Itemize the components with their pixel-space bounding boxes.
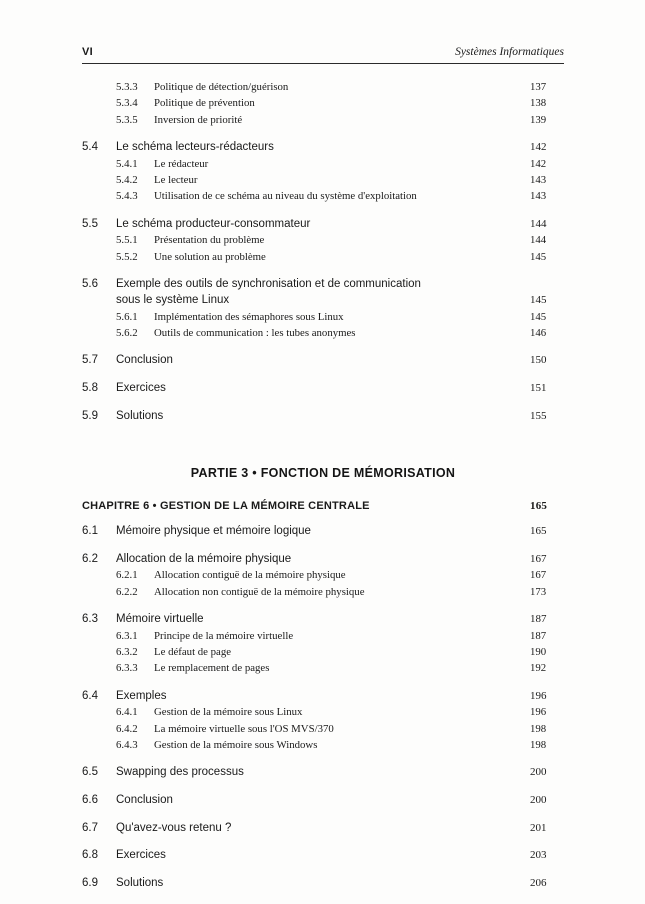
entry-title: Exemple des outils de synchronisation et de communication <box>116 277 421 290</box>
toc-entry <box>82 113 564 128</box>
chapter-title: CHAPITRE 6 • GESTION DE LA MÉMOIRE CENTRALE <box>82 500 370 513</box>
toc-part1 <box>82 80 564 424</box>
toc-entry <box>82 352 564 369</box>
entry-page: 143 <box>530 190 547 203</box>
toc-entry <box>82 216 564 233</box>
entry-title: Outils de communication : les tubes anonymes <box>154 327 356 340</box>
book-title: Systèmes Informatiques <box>455 46 564 58</box>
entry-title: Allocation non contiguë de la mémoire physique <box>154 585 365 598</box>
entry-number: 6.3 <box>82 613 98 626</box>
entry-title: Solutions <box>116 409 164 422</box>
chapter-heading <box>82 500 564 512</box>
entry-title: Gestion de la mémoire sous Linux <box>154 706 303 719</box>
entry-title: Qu'avez-vous retenu ? <box>116 821 232 834</box>
entry-page: 151 <box>530 382 547 395</box>
entry-number: 6.2.1 <box>116 569 138 582</box>
toc-entry <box>82 157 564 172</box>
entry-page: 142 <box>530 140 547 153</box>
entry-number: 5.4.2 <box>116 173 138 186</box>
entry-page: 167 <box>530 569 547 582</box>
folio-number: VI <box>82 46 93 58</box>
entry-page: 198 <box>530 739 547 751</box>
part-title: PARTIE 3 • FONCTION DE MÉMORISATION <box>190 466 456 481</box>
entry-page: 192 <box>530 662 547 675</box>
entry-page: 190 <box>530 646 547 659</box>
entry-number: 6.3.1 <box>116 629 138 642</box>
entry-page: 196 <box>530 689 547 702</box>
toc-entry <box>82 764 564 781</box>
toc-part2 <box>82 523 564 891</box>
toc-entry <box>82 139 564 156</box>
entry-title: Le rédacteur <box>154 157 209 170</box>
entry-number: 5.8 <box>82 382 98 395</box>
entry-number: 6.5 <box>82 766 98 779</box>
entry-title: Exemples <box>116 689 167 702</box>
entry-page: 203 <box>530 849 547 862</box>
entry-number: 5.6.2 <box>116 327 138 340</box>
entry-title: Mémoire physique et mémoire logique <box>116 525 311 538</box>
toc-entry <box>82 875 564 892</box>
entry-number: 6.2.2 <box>116 585 138 598</box>
toc-entry <box>82 688 564 705</box>
entry-page: 200 <box>530 793 547 806</box>
toc-entry <box>82 661 564 676</box>
toc-entry <box>82 792 564 809</box>
toc-entry <box>82 250 564 265</box>
entry-page: 155 <box>530 409 547 422</box>
entry-number: 6.1 <box>82 525 98 538</box>
entry-number: 6.2 <box>82 552 98 565</box>
entry-page: 196 <box>530 706 547 719</box>
entry-number: 6.3.2 <box>116 646 138 659</box>
toc-entry <box>82 380 564 397</box>
toc-entry <box>82 326 564 341</box>
entry-page: 143 <box>530 173 547 186</box>
entry-page: 144 <box>530 217 547 230</box>
entry-title: Gestion de la mémoire sous Windows <box>154 739 318 751</box>
entry-number: 6.8 <box>82 849 98 862</box>
entry-page: 167 <box>530 552 547 565</box>
toc-entry <box>82 847 564 864</box>
entry-title: Conclusion <box>116 793 173 806</box>
toc-entry <box>82 96 564 111</box>
entry-number: 6.4.1 <box>116 706 138 719</box>
toc-entry <box>82 568 564 583</box>
toc-entry <box>82 80 564 95</box>
entry-title: Le défaut de page <box>154 646 232 659</box>
toc-entry <box>82 585 564 600</box>
entry-title: Allocation de la mémoire physique <box>116 552 292 565</box>
entry-title: Inversion de priorité <box>154 113 243 126</box>
entry-title: La mémoire virtuelle sous l'OS MVS/370 <box>154 722 334 735</box>
entry-number: 5.6.1 <box>116 310 138 323</box>
entry-page: 201 <box>530 821 547 834</box>
toc-entry <box>82 523 564 540</box>
entry-title: sous le système Linux <box>116 294 230 307</box>
entry-page: 137 <box>530 81 547 93</box>
entry-number: 6.4.2 <box>116 722 138 735</box>
entry-title: Swapping des processus <box>116 766 244 779</box>
entry-page: 206 <box>530 876 547 889</box>
entry-title: Politique de prévention <box>154 97 255 110</box>
toc-entry <box>82 611 564 628</box>
entry-page: 142 <box>530 157 547 170</box>
entry-number: 6.9 <box>82 876 98 889</box>
chapter-page: 165 <box>530 500 548 513</box>
entry-title: Mémoire virtuelle <box>116 613 204 626</box>
entry-page: 200 <box>530 766 547 779</box>
toc-entry <box>82 551 564 568</box>
toc-entry <box>82 629 564 644</box>
toc-entry <box>82 722 564 737</box>
entry-title: Principe de la mémoire virtuelle <box>154 629 294 642</box>
toc-entry <box>82 310 564 325</box>
entry-number: 5.5.2 <box>116 250 138 263</box>
toc-entry-continuation <box>82 292 564 309</box>
toc-entry <box>82 738 564 753</box>
entry-page: 187 <box>530 613 547 626</box>
entry-page: 145 <box>530 310 547 323</box>
running-header <box>82 46 564 64</box>
entry-number: 6.3.3 <box>116 662 138 675</box>
entry-page: 145 <box>530 294 547 307</box>
entry-number: 5.4 <box>82 140 98 153</box>
entry-number: 5.9 <box>82 409 98 422</box>
entry-number: 6.4.3 <box>116 739 138 751</box>
toc-entry <box>82 645 564 660</box>
entry-page: 187 <box>530 629 547 642</box>
entry-title: Présentation du problème <box>154 234 265 247</box>
entry-page: 146 <box>530 327 547 340</box>
entry-title: Une solution au problème <box>154 250 266 263</box>
page-content <box>82 46 564 891</box>
entry-title: Politique de détection/guérison <box>154 81 289 93</box>
entry-page: 144 <box>530 234 547 247</box>
entry-page: 138 <box>530 97 547 110</box>
entry-title: Le schéma producteur-consommateur <box>116 217 311 230</box>
entry-page: 173 <box>530 585 547 598</box>
entry-number: 5.7 <box>82 354 98 367</box>
entry-title: Exercices <box>116 382 166 395</box>
toc-entry <box>82 408 564 425</box>
entry-number: 5.3.5 <box>116 113 138 126</box>
entry-number: 5.4.3 <box>116 190 138 203</box>
entry-title: Utilisation de ce schéma au niveau du système d'exploitation <box>154 190 417 203</box>
entry-title: Exercices <box>116 849 166 862</box>
entry-number: 6.6 <box>82 793 98 806</box>
entry-page: 139 <box>530 113 547 126</box>
toc-entry <box>82 189 564 204</box>
entry-title: Le lecteur <box>154 173 198 186</box>
entry-title: Implémentation des sémaphores sous Linux <box>154 310 344 323</box>
toc-entry <box>82 705 564 720</box>
entry-number: 5.6 <box>82 277 98 290</box>
entry-title: Le schéma lecteurs-rédacteurs <box>116 140 274 153</box>
toc-entry <box>82 820 564 837</box>
toc-entry <box>82 233 564 248</box>
entry-title: Solutions <box>116 876 164 889</box>
entry-number: 5.3.4 <box>116 97 138 110</box>
toc-entry <box>82 173 564 188</box>
entry-title: Conclusion <box>116 354 173 367</box>
entry-page: 165 <box>530 525 547 538</box>
entry-page: 145 <box>530 250 547 263</box>
entry-title: Le remplacement de pages <box>154 662 270 675</box>
entry-title: Allocation contiguë de la mémoire physique <box>154 569 346 582</box>
entry-page: 150 <box>530 354 547 367</box>
entry-number: 5.5 <box>82 217 98 230</box>
entry-page: 198 <box>530 722 547 735</box>
entry-number: 6.4 <box>82 689 98 702</box>
entry-number: 5.5.1 <box>116 234 138 247</box>
entry-number: 5.4.1 <box>116 157 138 170</box>
entry-number: 5.3.3 <box>116 81 138 93</box>
entry-number: 6.7 <box>82 821 98 834</box>
toc-entry <box>82 276 564 292</box>
